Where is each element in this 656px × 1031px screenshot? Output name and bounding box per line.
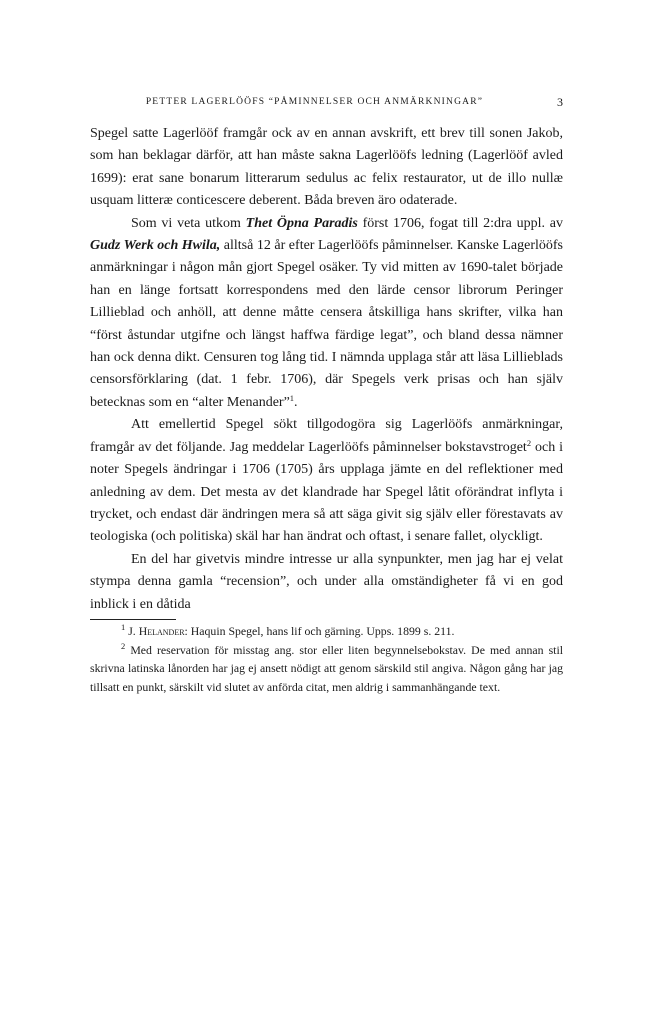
paragraph-3-part-b: och i noter Spegels ändringar i 1706 (1705) års upplaga jämte en del reflektioner med anledning av dem. Det mesta av det klandrade har Spegel låtit oförändrat inflyta i trycket, och endast där ändringen mera så att säga givit sig själv eller förestavats av teologiska (och politiska) skäl har han ändrat och oftast, i senare fallet, olyckligt. [90, 439, 564, 545]
footnote-1-author: J. Helander [128, 623, 185, 638]
running-header [90, 92, 563, 112]
paragraph-4: En del har givetvis mindre intresse ur alla synpunkter, men jag har ej velat stympa denna gamla “recension”, och under alla omständigheter få vi en god inblick i en dåtida [90, 551, 563, 612]
book-title-gudz-werk: Gudz Werk och Hwila, [90, 238, 221, 254]
paragraph-1: Spegel satte Lagerlööf framgår ock av en annan avskrift, ett brev till sonen Jakob, som han beklagar därför, att han måste sakna Lagerlööfs ledning (Lagerlööf avled 1699): erat sane bonarum litterarum sedulus ac felix restaurator, ut de illo nullæ usquam litteræ conticescere deberent. Båda breven äro odaterade. [90, 126, 563, 209]
paragraph-3 [90, 414, 563, 548]
paragraph-2-end: . [294, 394, 298, 410]
document-page [90, 92, 563, 696]
book-title-oepna-paradis: Thet Öpna Paradis [245, 215, 358, 231]
footnote-1 [90, 622, 563, 641]
running-title: PETTER LAGERLÖÖFS “PÅMINNELSER OCH ANMÄRKNINGAR” [145, 97, 484, 107]
paragraph-2 [90, 213, 563, 415]
footnote-divider [90, 619, 176, 620]
page-number: 3 [557, 95, 563, 109]
footnote-2-mark: 2 [121, 640, 126, 651]
paragraph-2-part-c: alltså 12 år efter Lagerlööfs påminnelser. Kanske Lagerlööfs anmärkningar i någon mån gjort Spegel osäker. Ty vid mitten av 1690-talet började han en länge fortsatt korrespondens med den lärde censor librorum Peringer Lillieblad och anhöll, att denne måtte censera åtskilliga hans skrifter, vilka han “först åstundar utgifne och längst haffwa färdige legat”, och bland dessa nämner han ock denna dikt. Censuren tog lång tid. I nämnda upplaga står att läsa Lillieblads censorsförklaring (dat. 1 febr. 1706), där Spegels verk prisas och han själv betecknas som en “alter Menander” [90, 238, 563, 410]
paragraph-3-part-a: Att emellertid Spegel sökt tillgodogöra sig Lagerlööfs anmärkningar, framgår av det följande. Jag meddelar Lagerlööfs påminnelser bokstavstroget [90, 417, 563, 455]
footnotes [90, 622, 563, 696]
footnote-1-mark: 1 [121, 621, 126, 632]
paragraph-2-part-b: först 1706, fogat till 2:dra uppl. av [357, 215, 563, 231]
footnote-2-text: Med reservation för misstag ang. stor eller liten begynnelsebokstav. De med annan stil skrivna latinska lånorden har jag ej ansett nödigt att genom särskild stil angiva. Någon gång har jag tillsatt en punkt, särskilt vid slutet av anförda citat, men aldrig i sammanhängande text. [90, 642, 563, 694]
paragraph-2-part-a: Som vi veta utkom [131, 215, 246, 231]
footnote-2 [90, 641, 563, 697]
footnote-ref-1: 1 [289, 392, 295, 403]
body-text [90, 123, 563, 616]
footnote-ref-2: 2 [526, 437, 532, 448]
footnote-1-text: : Haquin Spegel, hans lif och gärning. Upps. 1899 s. 211. [184, 623, 455, 638]
